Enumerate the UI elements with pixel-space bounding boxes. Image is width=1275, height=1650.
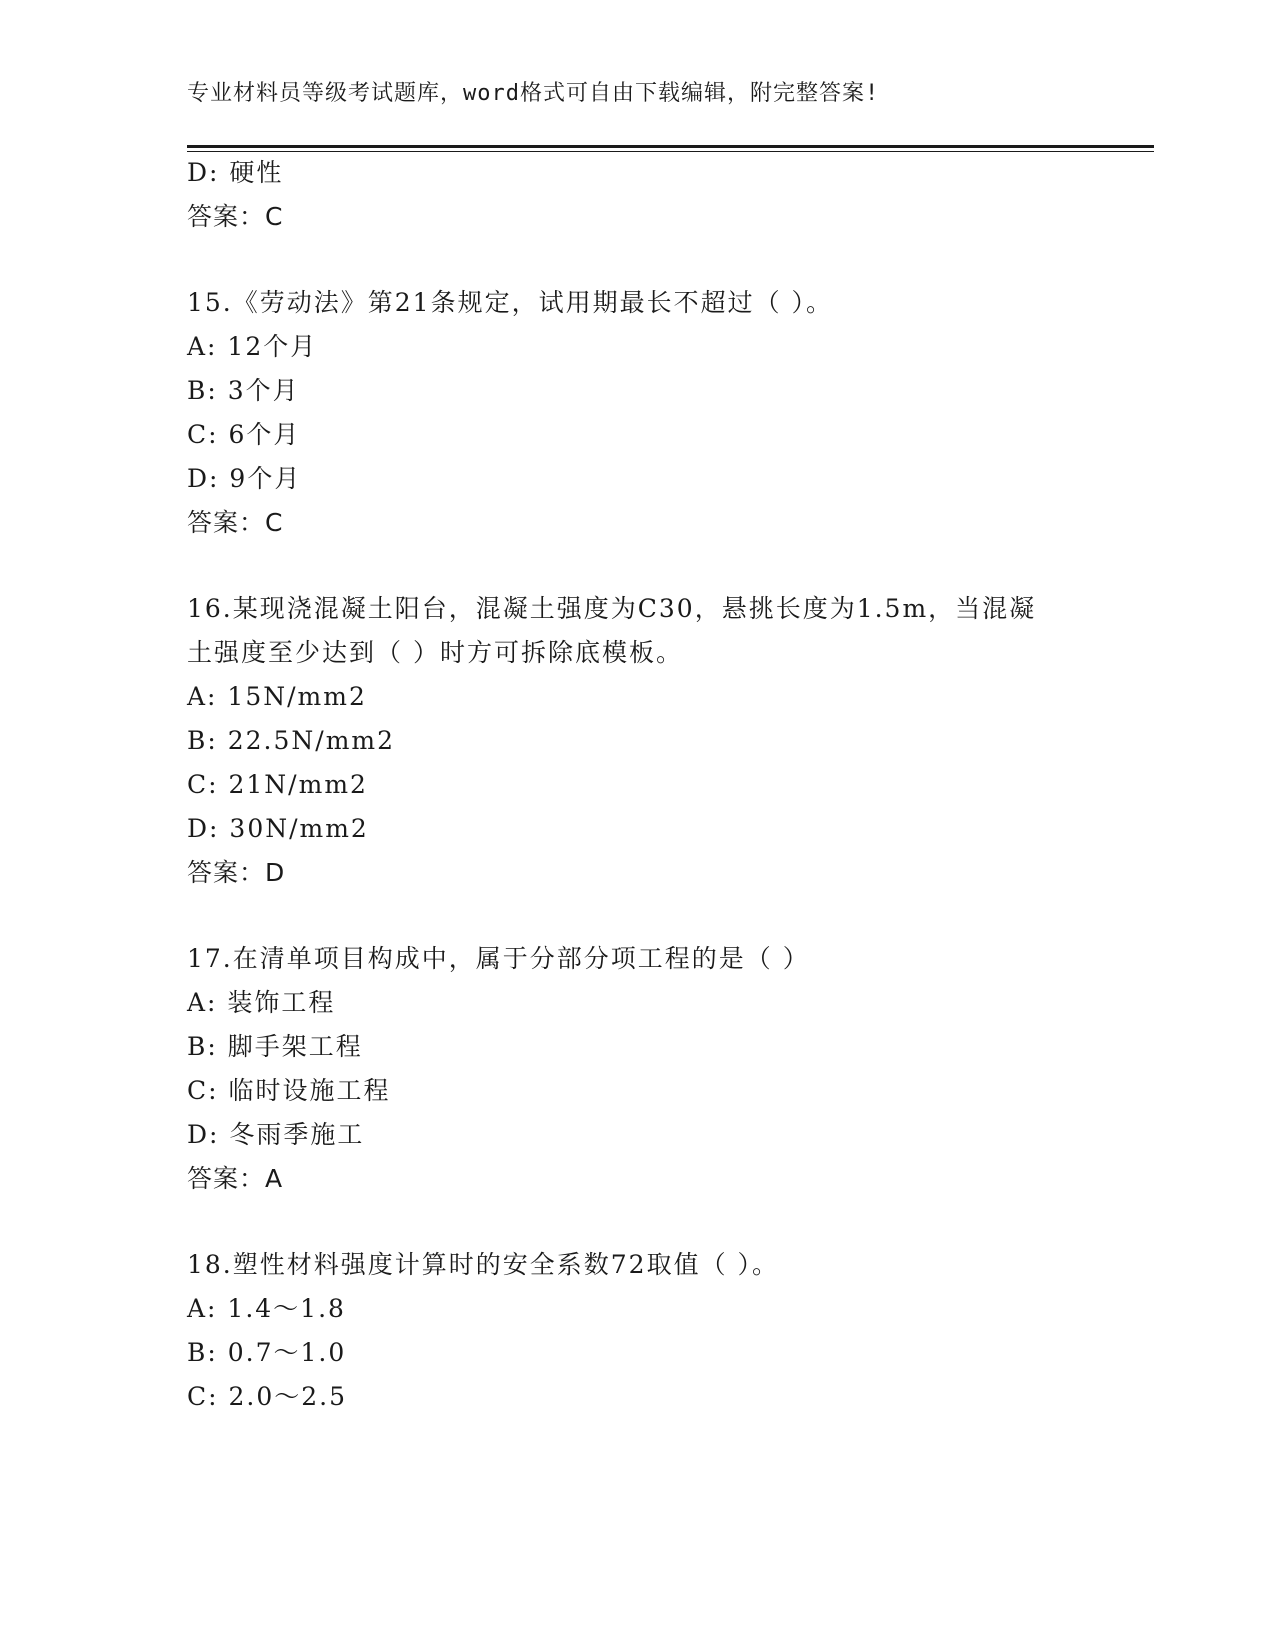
question-16-option-a: A: 15N/mm2 xyxy=(187,682,367,711)
question-18-option-b: B: 0.7～1.0 xyxy=(187,1338,347,1367)
question-16-stem-line1: 16.某现浇混凝土阳台，混凝土强度为C30，悬挑长度为1.5m，当混凝 xyxy=(187,594,1037,623)
question-17-option-d: D: 冬雨季施工 xyxy=(187,1120,365,1149)
question-15-option-b: B: 3个月 xyxy=(187,376,300,405)
question-15-option-c: C: 6个月 xyxy=(187,420,301,449)
question-18-stem: 18.塑性材料强度计算时的安全系数72取值（ ）。 xyxy=(187,1250,780,1279)
question-16-option-d: D: 30N/mm2 xyxy=(187,814,369,843)
question-16-option-c: C: 21N/mm2 xyxy=(187,770,368,799)
question-17-option-c: C: 临时设施工程 xyxy=(187,1076,391,1105)
question-15-option-d: D: 9个月 xyxy=(187,464,302,493)
question-18-option-c: C: 2.0～2.5 xyxy=(187,1382,348,1411)
prev-option-d: D: 硬性 xyxy=(187,158,284,187)
question-15-answer: 答案：C xyxy=(187,508,284,537)
question-16-stem-line2: 土强度至少达到（ ）时方可拆除底模板。 xyxy=(187,638,683,667)
question-17-stem: 17.在清单项目构成中，属于分部分项工程的是（ ） xyxy=(187,944,810,973)
header-rule-thin xyxy=(187,151,1154,152)
question-15-stem: 15.《劳动法》第21条规定，试用期最长不超过（ ）。 xyxy=(187,288,834,317)
question-18-option-a: A: 1.4～1.8 xyxy=(187,1294,346,1323)
prev-answer: 答案：C xyxy=(187,202,284,231)
question-16-option-b: B: 22.5N/mm2 xyxy=(187,726,396,755)
page-header: 专业材料员等级考试题库，word格式可自由下载编辑，附完整答案! xyxy=(187,81,880,106)
question-17-option-b: B: 脚手架工程 xyxy=(187,1032,363,1061)
question-17-answer: 答案：A xyxy=(187,1164,284,1193)
header-rule-thick xyxy=(187,145,1154,148)
question-17-option-a: A: 装饰工程 xyxy=(187,988,336,1017)
question-16-answer: 答案：D xyxy=(187,858,286,887)
question-15-option-a: A: 12个月 xyxy=(187,332,318,361)
